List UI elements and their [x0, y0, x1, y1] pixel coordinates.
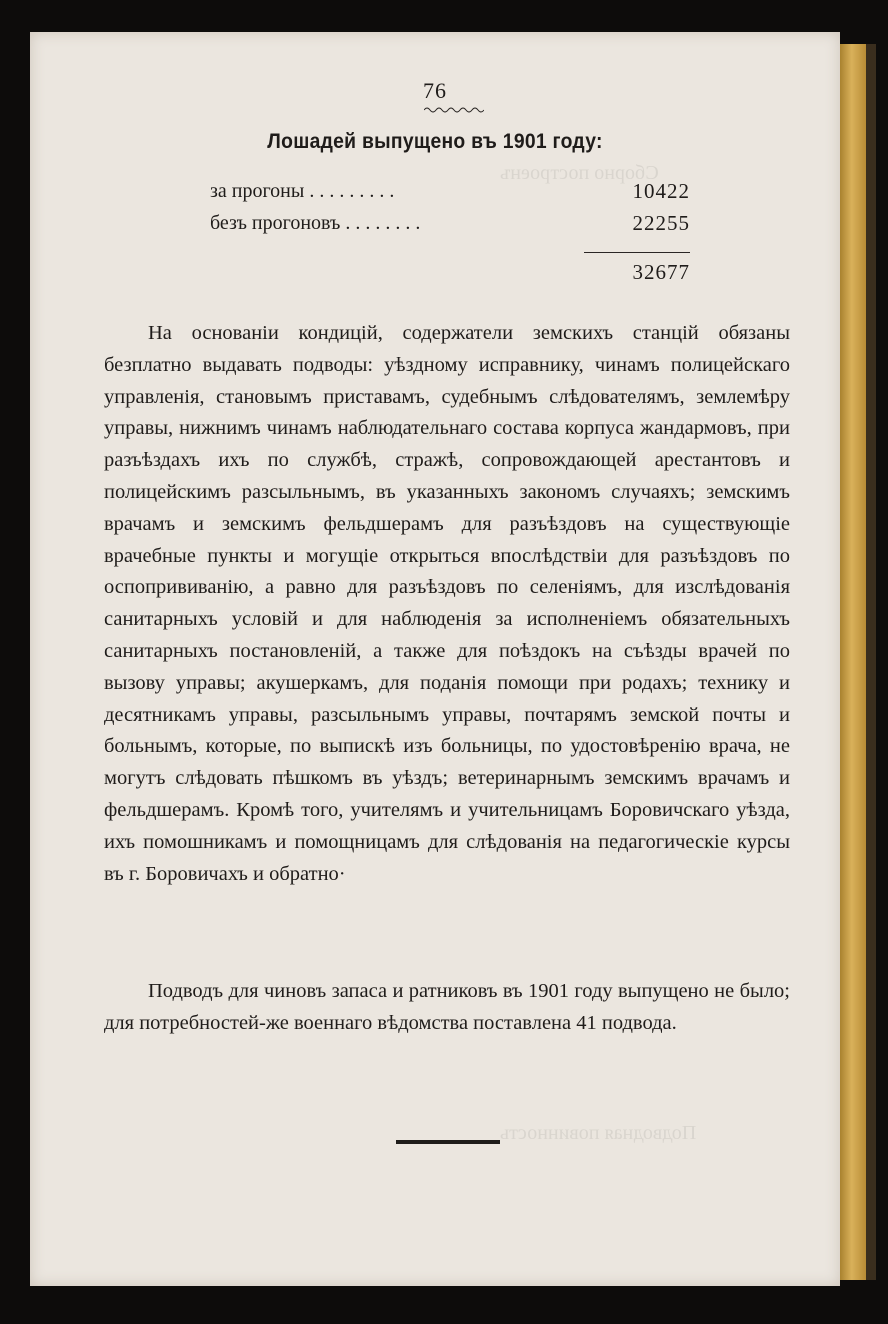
row-value: 10422	[632, 179, 690, 203]
paragraph-conditions: На основаніи кондицій, содержатели земскихъ станцій обязаны безплатно выдавать подводы: уѣздному исправнику, чинамъ полицейскаго управленія, становымъ приставамъ, судебнымъ слѣдователямъ, землемѣру управы, нижнимъ чинамъ наблюдательнаго состава корпуса жандармовъ, при разъѣздахъ ихъ по службѣ, стражѣ, сопровождающей арестантовъ и полицейскимъ разсыльнымъ, въ указанныхъ закономъ случаяхъ; земскимъ врачамъ и земскимъ фельдшерамъ для разъѣздовъ на существующіе врачебные пункты и могущіе открыться впослѣдствіи для разъѣздовъ по оспопрививанію, а равно для разъѣздовъ по селеніямъ, для изслѣдованія санитарныхъ условій и для наблюденія за исполненіемъ обязательныхъ санитарныхъ постановленій, а также для поѣздокъ на съѣзды врачей по вызову управы; акушеркамъ, для поданія помощи при родахъ; технику и десятникамъ управы, разсыльнымъ управы, почтарямъ земской почты и больнымъ, которые, по выпискѣ изъ больницы, по удостовѣренію врача, не могутъ слѣдовать пѣшкомъ въ уѣздъ; ветеринарнымъ земскимъ врачамъ и фельдшерамъ. Кромѣ того, учителямъ и учительницамъ Боровичскаго уѣзда, ихъ помошникамъ и помощницамъ для слѣдованія на педагогическіе курсы въ г. Боровичахъ и обратно·	[104, 322, 790, 885]
section-divider	[396, 1140, 500, 1144]
table-row	[210, 176, 690, 206]
section-heading: Лошадей выпущено въ 1901 году:	[267, 130, 603, 153]
sum-line	[584, 252, 690, 253]
book-page	[30, 32, 840, 1286]
table-row	[210, 208, 690, 238]
total-value: 32677	[632, 260, 690, 284]
page-edge	[840, 44, 866, 1280]
page-number: 76	[423, 78, 447, 103]
row-value: 22255	[632, 211, 690, 235]
bleed-through-text: Подводная повинность	[500, 1122, 697, 1144]
paragraph-military: Подводъ для чиновъ запаса и ратниковъ въ 1901 году выпущено не было; для потребностей-же военнаго вѣдомства поставлена 41 подвода.	[104, 980, 790, 1034]
book-spine-shadow	[866, 44, 876, 1280]
row-label: безъ прогоновъ . . . . . . . .	[210, 212, 421, 234]
page-number-ornament	[424, 106, 484, 114]
row-label: за прогоны . . . . . . . . .	[210, 180, 395, 202]
bleed-through-text: Сборно построенъ	[500, 162, 659, 184]
